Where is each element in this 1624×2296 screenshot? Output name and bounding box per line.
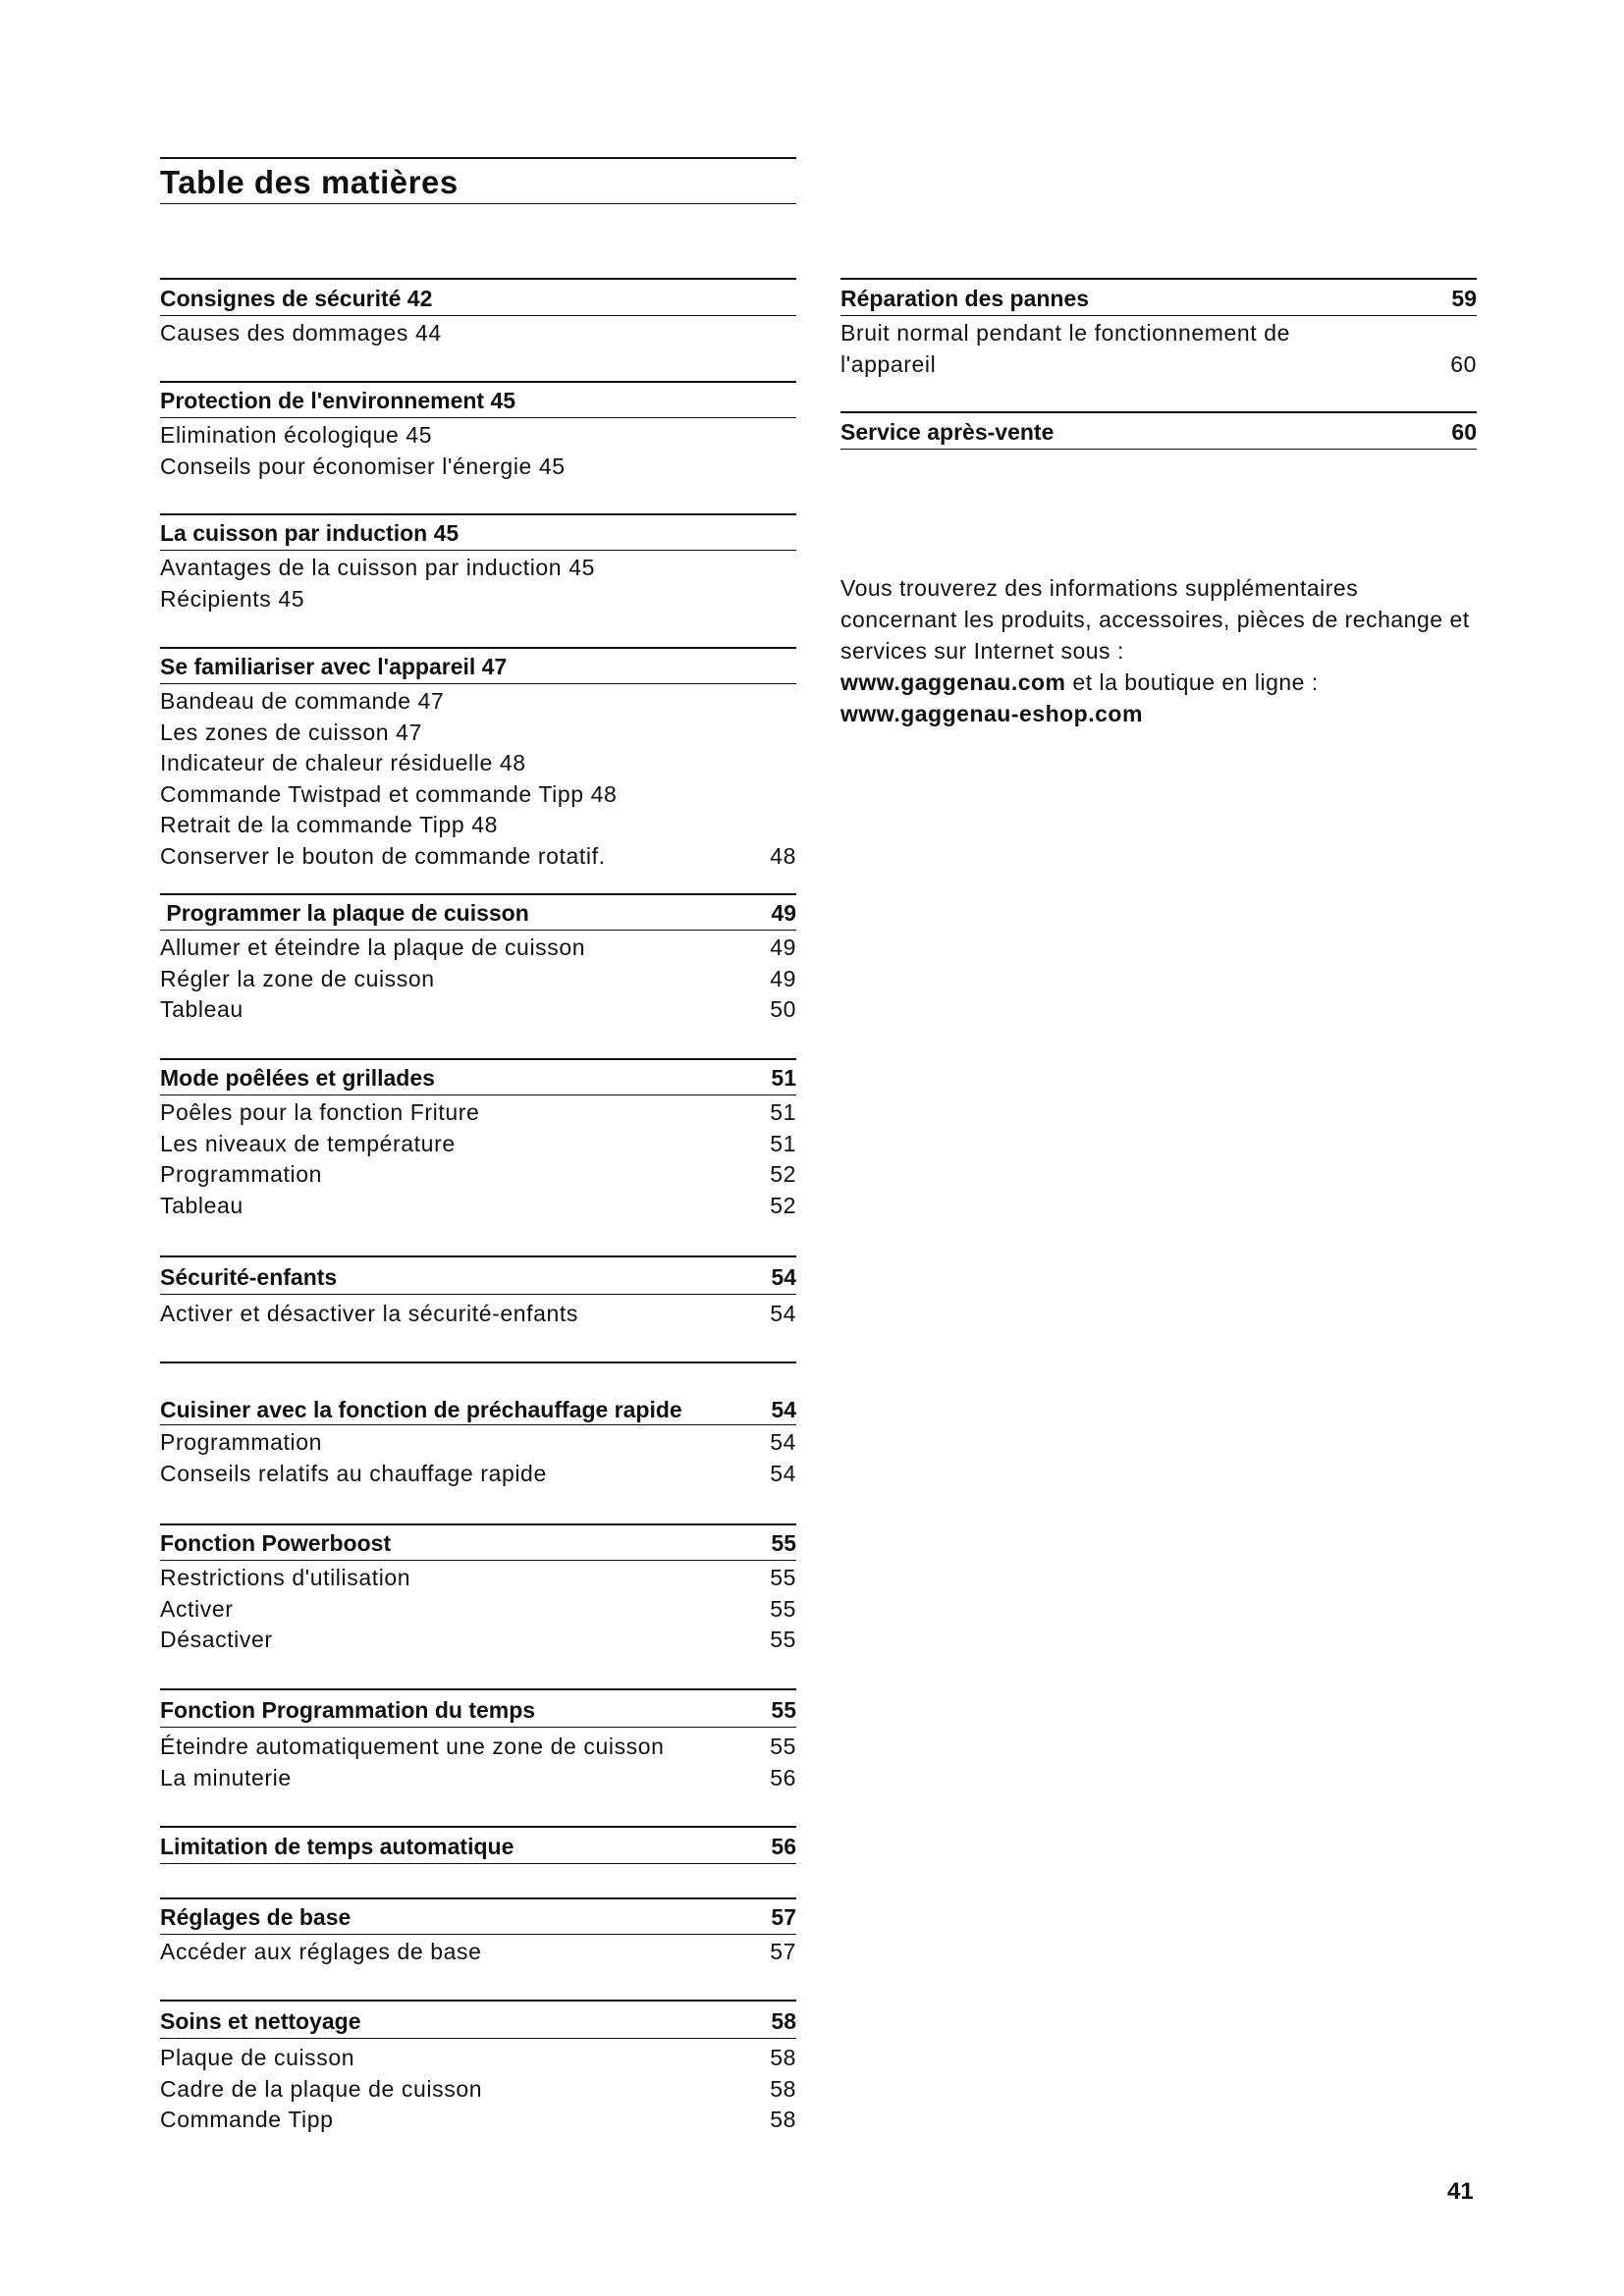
toc-section-header[interactable] [160,1523,796,1561]
toc-section-header[interactable] [840,278,1477,316]
toc-section [160,513,796,647]
section-page: 51 [771,1065,796,1091]
item-page: 55 [770,1595,796,1622]
section-title: Consignes de sécurité 42 [160,286,433,311]
item-title: Conseils pour économiser l'énergie 45 [160,453,566,479]
section-title: Fonction Programmation du temps [160,1697,536,1723]
toc-item[interactable] [160,1191,796,1222]
section-title: Service après-vente [840,419,1055,445]
item-title: Les zones de cuisson 47 [160,719,422,745]
item-title: Bandeau de commande 47 [160,688,445,714]
item-title: Programmation [160,1161,323,1187]
toc-item[interactable] [160,1129,796,1160]
toc-section-header[interactable] [160,1826,796,1864]
item-title: Indicateur de chaleur résiduelle 48 [160,750,526,775]
toc-item[interactable] [160,318,796,349]
item-title: Bruit normal pendant le fonctionnement de l'appareil [840,320,1291,377]
toc-left-column [160,278,796,2141]
item-page: 48 [770,842,796,869]
item-page: 54 [770,1460,796,1486]
item-title: Conseils relatifs au chauffage rapide [160,1460,547,1486]
toc-section [160,1255,796,1362]
toc-title-block [160,157,796,204]
item-title: Restrictions d'utilisation [160,1565,411,1590]
toc-section-header[interactable] [160,1362,796,1425]
section-page: 60 [1451,419,1477,445]
toc-item[interactable] [160,2105,796,2136]
item-title: Commande Tipp [160,2107,334,2132]
item-page: 58 [770,2107,796,2132]
eshop-link[interactable]: www.gaggenau-eshop.com [840,701,1143,726]
item-page: 55 [770,1565,796,1590]
toc-section-header[interactable] [160,278,796,316]
item-title: Tableau [160,1192,244,1218]
toc-section [160,1523,796,1688]
toc-section-header[interactable] [160,1897,796,1935]
toc-item[interactable] [160,553,796,584]
item-title: Plaque de cuisson [160,2045,355,2070]
toc-section [160,1826,796,1897]
item-title: Retrait de la commande Tipp 48 [160,812,499,837]
item-page: 54 [770,1429,796,1455]
item-title: Régler la zone de cuisson [160,965,435,991]
item-title: Activer [160,1595,234,1622]
item-title: Elimination écologique 45 [160,422,433,448]
item-title: Tableau [160,996,244,1022]
item-title: Programmation [160,1429,323,1455]
section-page: 59 [1451,286,1477,311]
item-page: 56 [770,1764,796,1790]
section-title: Cuisiner avec la fonction de préchauffage rapide [160,1397,682,1422]
toc-section-header[interactable] [160,1255,796,1295]
toc-section-header[interactable] [840,411,1477,450]
info-middle-text: et la boutique en ligne : [1065,669,1319,695]
item-title: Avantages de la cuisson par induction 45 [160,555,595,580]
toc-section [160,1058,796,1255]
item-title: Accéder aux réglages de base [160,1939,482,1964]
item-title: Allumer et éteindre la plaque de cuisson [160,934,586,960]
toc-section [160,1688,796,1826]
section-title: Se familiariser avec l'appareil 47 [160,654,508,679]
item-title: La minuterie [160,1764,292,1790]
item-page: 54 [770,1301,796,1326]
toc-item[interactable] [160,718,796,749]
section-title: Fonction Powerboost [160,1530,392,1556]
toc-item[interactable] [160,1625,796,1656]
website-link[interactable]: www.gaggenau.com [840,669,1066,695]
section-title: Programmer la plaque de cuisson [160,900,529,926]
toc-item[interactable] [160,452,796,483]
item-page: 52 [770,1161,796,1187]
item-title: Récipients 45 [160,585,305,612]
toc-section [840,278,1477,411]
item-title: Les niveaux de température [160,1130,456,1156]
item-title: Commande Twistpad et commande Tipp 48 [160,780,618,807]
toc-item[interactable] [160,1563,796,1594]
toc-section [160,893,796,1058]
toc-section [160,278,796,381]
toc-section-header[interactable] [160,647,796,684]
toc-item[interactable] [160,1937,796,1968]
section-title: Sécurité-enfants [160,1264,338,1290]
section-title: Limitation de temps automatique [160,1834,514,1859]
toc-item[interactable] [160,1459,796,1490]
section-title: Réparation des pannes [840,286,1090,311]
item-title: Désactiver [160,1627,273,1652]
section-page: 49 [771,900,796,926]
item-page: 57 [770,1939,796,1964]
toc-item[interactable] [160,1763,796,1794]
toc-item[interactable] [160,420,796,452]
section-title: La cuisson par induction 45 [160,520,460,546]
item-title: Conserver le bouton de commande rotatif. [160,842,606,869]
toc-section [160,2000,796,2141]
toc-item[interactable] [160,964,796,995]
toc-item[interactable] [160,1299,796,1330]
section-title: Soins et nettoyage [160,2008,361,2034]
section-page: 54 [771,1264,796,1290]
toc-item[interactable] [160,1594,796,1626]
toc-item[interactable] [160,779,796,811]
item-page: 52 [770,1192,796,1218]
section-page: 56 [771,1834,796,1859]
item-page: 51 [770,1099,796,1125]
item-page: 49 [770,965,796,991]
info-text: Vous trouverez des informations supplémentaires concernant les produits, accessoires, pièces de rechange et services sur Internet sous : [840,575,1470,664]
item-title: Activer et désactiver la sécurité-enfants [160,1301,578,1326]
section-page: 55 [771,1697,796,1723]
toc-item[interactable] [160,686,796,718]
section-page: 55 [771,1530,796,1556]
toc-section [160,381,796,513]
toc-item[interactable] [160,1159,796,1191]
toc-item[interactable] [160,748,796,779]
toc-section-header[interactable] [160,1688,796,1728]
toc-item[interactable] [160,933,796,964]
item-title: Éteindre automatiquement une zone de cuisson [160,1734,665,1759]
toc-section-header[interactable] [160,1058,796,1095]
section-page: 57 [771,1904,796,1930]
item-title: Causes des dommages 44 [160,320,442,346]
toc-item[interactable] [160,1732,796,1763]
item-page: 55 [770,1627,796,1652]
toc-section-header[interactable] [160,893,796,931]
item-page: 58 [770,2045,796,2070]
section-page: 58 [771,2008,796,2034]
item-page: 55 [770,1734,796,1759]
toc-section [160,647,796,893]
toc-item[interactable] [160,841,796,873]
section-title: Réglages de base [160,1904,352,1930]
toc-section [160,1897,796,2000]
toc-section [160,1362,796,1523]
section-title: Protection de l'environnement 45 [160,388,516,413]
section-page: 54 [771,1397,796,1422]
toc-section-header[interactable] [160,2000,796,2039]
toc-item[interactable] [160,810,796,841]
item-title: Poêles pour la fonction Friture [160,1099,480,1125]
toc-item[interactable] [160,994,796,1026]
toc-section-header[interactable] [160,381,796,418]
toc-item[interactable] [840,318,1477,380]
toc-section [840,411,1477,450]
toc-item[interactable] [160,2043,796,2074]
section-title: Mode poêlées et grillades [160,1065,435,1091]
item-page: 51 [770,1130,796,1156]
toc-item[interactable] [160,1427,796,1459]
toc-item[interactable] [160,2074,796,2106]
item-title: Cadre de la plaque de cuisson [160,2075,483,2102]
toc-item[interactable] [160,584,796,615]
item-page: 49 [770,934,796,960]
toc-right-column [840,278,1477,450]
page-number: 41 [1447,2178,1474,2205]
item-page: 60 [1450,350,1477,377]
toc-section-header[interactable] [160,513,796,551]
toc-item[interactable] [160,1097,796,1129]
item-page: 50 [770,996,796,1022]
online-info-paragraph [840,572,1477,729]
page-title: Table des matières [160,164,459,200]
item-page: 58 [770,2075,796,2102]
